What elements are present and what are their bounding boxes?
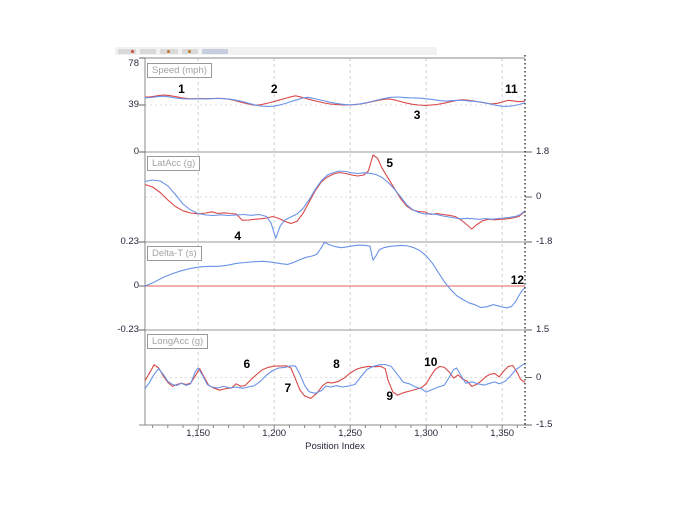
panel-label-longacc: LongAcc (g) — [147, 334, 208, 349]
annotation-4: 4 — [234, 229, 242, 243]
x-axis-label: Position Index — [305, 441, 365, 452]
panel-label-speed: Speed (mph) — [147, 63, 212, 78]
y-tick-label: 0 — [536, 371, 542, 383]
annotation-10: 10 — [424, 354, 438, 369]
annotation-11: 11 — [504, 82, 518, 97]
annotation-6: 6 — [243, 356, 251, 371]
annotation-3: 3 — [413, 107, 421, 122]
x-tick-label: 1,350 — [490, 428, 515, 439]
annotation-9: 9 — [386, 388, 394, 403]
x-tick-label: 1,250 — [338, 428, 363, 439]
x-tick-label: 1,150 — [186, 428, 211, 439]
y-tick-label: 1.8 — [536, 146, 550, 157]
x-tick-label: 1,200 — [262, 428, 287, 439]
y-tick-label: -1.8 — [536, 236, 553, 247]
annotation-1: 1 — [178, 82, 185, 97]
annotation-12: 12 — [510, 273, 525, 288]
y-tick-label: -0.23 — [117, 324, 139, 335]
y-tick-label: 0.23 — [120, 236, 139, 247]
annotation-2: 2 — [270, 82, 278, 97]
y-tick-label: 78 — [128, 58, 139, 69]
panel-label-delta-t: Delta-T (s) — [147, 246, 202, 261]
y-tick-label: 0 — [536, 191, 542, 202]
annotation-8: 8 — [333, 356, 340, 371]
y-tick-label: 0 — [133, 280, 139, 291]
panel-label-latacc: LatAcc (g) — [147, 156, 200, 171]
x-tick-label: 1,300 — [414, 428, 439, 439]
annotation-5: 5 — [386, 156, 394, 170]
annotation-7: 7 — [284, 380, 292, 395]
y-tick-label: 1.5 — [536, 324, 550, 335]
y-tick-label: 0 — [133, 146, 139, 157]
y-tick-label: -1.5 — [536, 419, 553, 430]
y-tick-label: 39 — [128, 99, 139, 110]
